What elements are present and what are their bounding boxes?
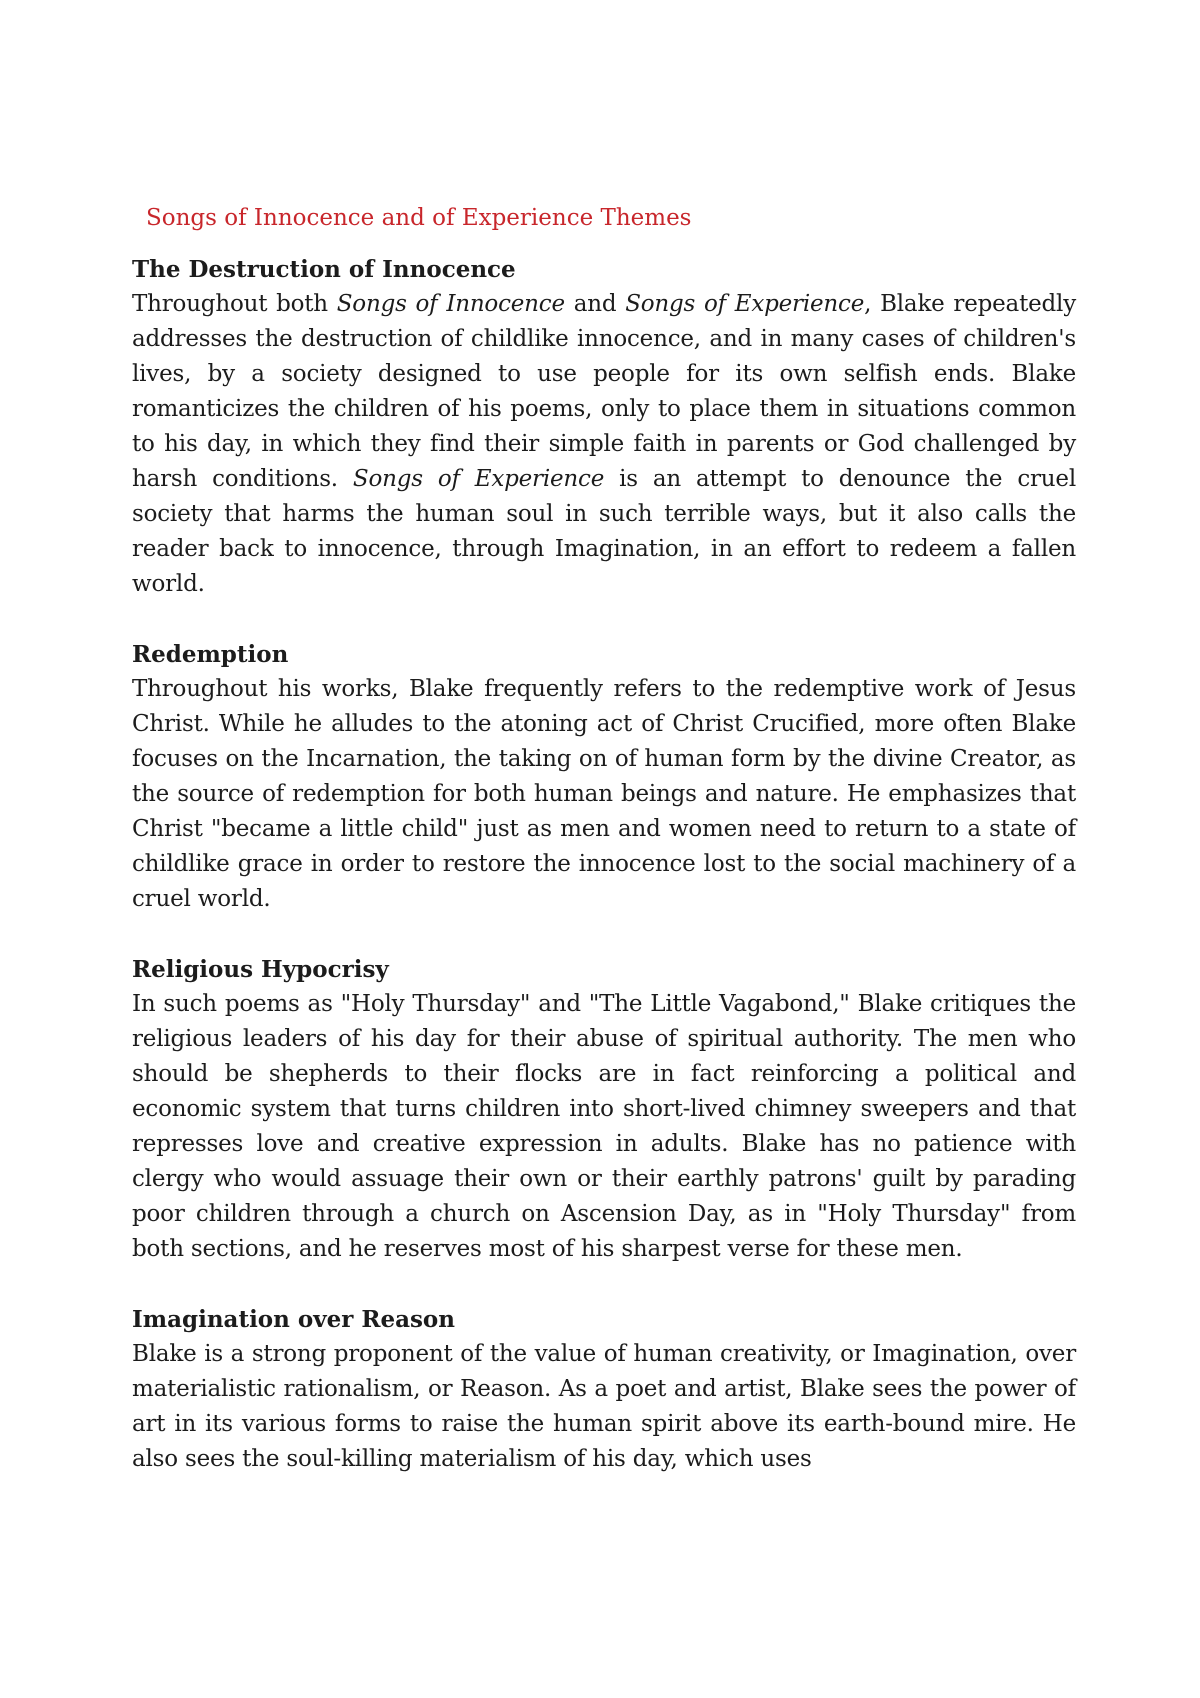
document-page <box>132 200 1076 1512</box>
section-paragraph <box>132 987 1076 1267</box>
section-religious-hypocrisy <box>132 952 1076 1267</box>
section-paragraph <box>132 1337 1076 1477</box>
section-redemption <box>132 637 1076 917</box>
text-run: Throughout both <box>132 291 337 317</box>
text-run: Throughout his works, Blake frequently refers to the redemptive work of Jesus Christ. While he alludes to the atoning act of Christ Crucified, more often Blake focuses on the Incarnation, the taking on of human form by the divine Creator, as the source of redemption for both human beings and nature. He emphasizes that Christ "became a little child" just as men and women need to return to a state of childlike grace in order to restore the innocence lost to the social machinery of a cruel world. <box>132 676 1076 912</box>
italic-text-run: Songs of Innocence <box>336 291 565 317</box>
text-run: In such poems as "Holy Thursday" and "The Little Vagabond," Blake critiques the religious leaders of his day for their abuse of spiritual authority. The men who should be shepherds to their flocks are in fact reinforcing a political and economic system that turns children into short-lived chimney sweepers and that represses love and creative expression in adults. Blake has no patience with clergy who would assuage their own or their earthly patrons' guilt by parading poor children through a church on Ascension Day, as in "Holy Thursday" from both sections, and he reserves most of his sharpest verse for these men. <box>132 991 1076 1262</box>
italic-text-run: Songs of Experience <box>352 466 605 492</box>
section-heading: Redemption <box>132 641 289 668</box>
text-run: and <box>564 291 626 317</box>
section-imagination-over-reason <box>132 1302 1076 1477</box>
section-heading: Imagination over Reason <box>132 1306 455 1333</box>
text-run: Blake is a strong proponent of the value of human creativity, or Imagination, over materialistic rationalism, or Reason. As a poet and artist, Blake sees the power of art in its various forms to raise the human spirit above its earth-bound mire. He also sees the soul-killing materialism of his day, which uses <box>132 1341 1076 1472</box>
section-destruction-of-innocence <box>132 252 1076 602</box>
section-heading: Religious Hypocrisy <box>132 956 389 983</box>
italic-text-run: Songs of Experience <box>625 291 865 317</box>
text-run: , Blake repeatedly addresses the destruction of childlike innocence, and in many cases of children's lives, by a society designed to use people for its own selfish ends. Blake romanticizes the children of his poems, only to place them in situations common to his day, in which they find their simple faith in parents or God challenged by harsh conditions. <box>132 291 1076 492</box>
document-title: Songs of Innocence and of Experience Themes <box>146 205 692 231</box>
section-paragraph <box>132 287 1076 602</box>
text-run: is an attempt to denounce the cruel society that harms the human soul in such terrible ways, but it also calls the reader back to innocence, through Imagination, in an effort to redeem a fallen world. <box>132 466 1076 597</box>
section-heading: The Destruction of Innocence <box>132 256 516 283</box>
section-paragraph <box>132 672 1076 917</box>
